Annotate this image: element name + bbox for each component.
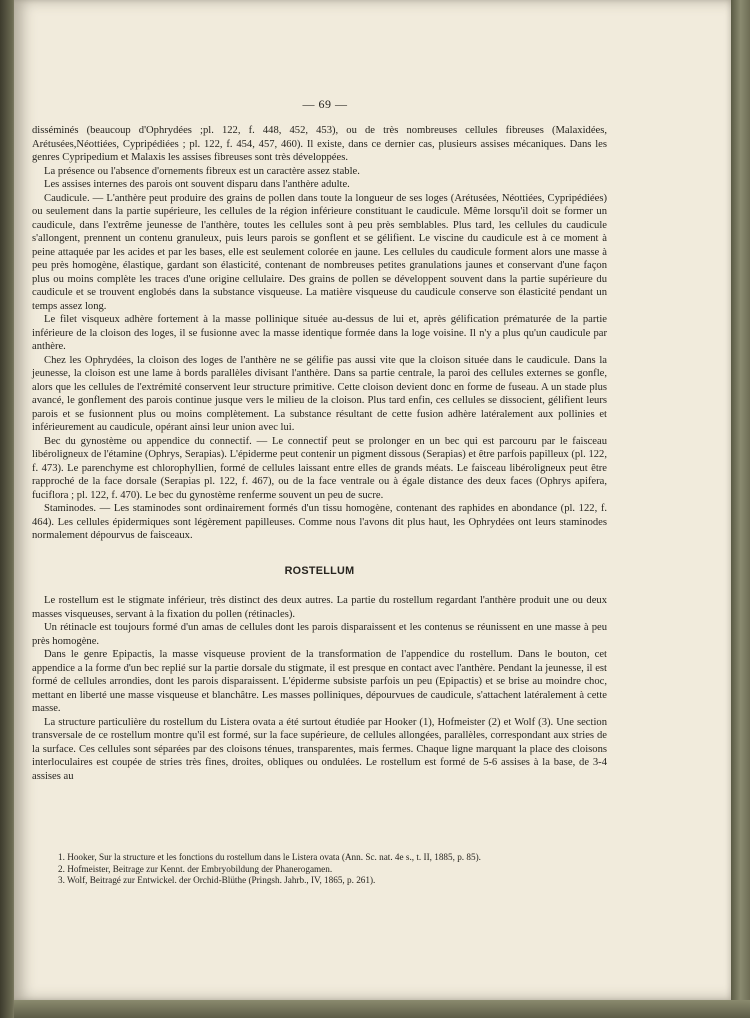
footnote: 3. Wolf, Beitragé zur Entwickel. der Orchid-Blüthe (Pringsh. Jahrb., IV, 1865, p. 261). [58, 875, 376, 886]
page-bottom-edge [14, 1000, 750, 1018]
footnote: 1. Hooker, Sur la structure et les fonctions du rostellum dans le Listera ovata (Ann. Sc. nat. 4e s., t. II, 1885, p. 85). [58, 852, 481, 862]
page-number: — 69 — [302, 97, 348, 111]
paragraph: Dans le genre Epipactis, la masse visqueuse provient de la transformation de l'appendice du rostellum. Dans le bouton, cet appendice a la forme d'un bec replié sur la partie dorsale du stigmate, il est presque en contact avec l'anthère. Pendant la jeunesse, il est formé de cellules arrondies, dont les parois disparaissent. L'épiderme subsiste parfois un peu (Epipactis) et se brise au moindre choc, mettant en liberté une masse visqueuse et blanchâtre. Les masses polliniques, dépourvues de caudicule, s'attachent latéralement à cette masse. [32, 649, 607, 714]
paragraph-staminodes: Staminodes. — Les staminodes sont ordinairement formés d'un tissu homogène, contenant des raphides en abondance (pl. 122, f. 464). Les cellules épidermiques sont légèrement papilleuses. Comme nous l'avons dit plus haut, les Ophrydées ont leurs staminodes normalement dépourvus de faisceaux. [32, 503, 607, 541]
paragraph: disséminés (beaucoup d'Ophrydées ;pl. 122, f. 448, 452, 453), ou de très nombreuses cellules fibreuses (Malaxidées, Arétusées,Néottiées, Cypripédiées ; pl. 122, f. 454, 457, 460). Il existe, dans ce dernier cas, plusieurs assises mécaniques. Dans les genres Cypripedium et Malaxis les assises fibreuses sont très développées. [32, 125, 607, 163]
main-text [32, 124, 607, 783]
paragraph-bec: Bec du gynostème ou appendice du connectif. — Le connectif peut se prolonger en un bec qui est parcouru par le faisceau libéroligneux de l'étamine (Ophrys, Serapias). L'épiderme peut contenir un pigment dissous (Serapias) et être parfois papilleux (pl. 122, f. 473). Le parenchyme est chlorophyllien, formé de cellules laissant entre elles de grands méats. Le faisceau libéroligneux peut être rapproché de la face dorsale (Serapias pl. 122, f. 467), ou de la face ventrale ou à égale distance des deux faces (Ophrys apifera, fuciflora ; pl. 122, f. 470). Le bec du gynostème renferme souvent un peu de sucre. [32, 435, 607, 501]
footnotes [58, 852, 618, 887]
paragraph-caudicule: Caudicule. — L'anthère peut produire des grains de pollen dans toute la longueur de ses loges (Arétusées, Néottiées, Cypripédiées) ou seulement dans la partie supérieure, les cellules de la région inférieure constituant le caudicule. Même lorsqu'il doit se former un caudicule, dans l'extrême jeunesse de l'anthère, toutes les cellules sont à peu près semblables. Plus tard, les cellules du caudicule s'allongent, prennent un contenu granuleux, puis leurs parois se gonflent et se gélifient. Le viscine du caudicule est à ce moment à peine attaquée par les acides et par les bases, elle est seulement colorée en jaune. Les cellules du caudicule forment alors une masse à peu près homogène, élastique, gardant son élasticité, contenant de nombreuses petites granulations jaunes et conservant d'une façon plus ou moins complète les traces d'une origine cellulaire. Des grains de pollen se développent souvent dans la partie supérieure du caudicule et se trouvent englobés dans la substance visqueuse. La matière visqueuse du caudicule conserve son élasticité pendant un temps assez long. [32, 192, 607, 312]
paragraph: Chez les Ophrydées, la cloison des loges de l'anthère ne se gélifie pas aussi vite que la cloison située dans le caudicule. Dans la jeunesse, la cloison est une lame à bords parallèles divisant l'anthère. Dans sa partie centrale, la paroi des cellules externes se gonfle, alors que les cellules de l'extrémité conservent leur structure primitive. Cette cloison devient donc en forme de fuseau. A un stade plus avancé, le gonflement des parois continue jusque vers le milieu de la cloison. Plus tard enfin, ces cellules se dissocient, gélifient leurs parois et se fusionnent plus ou moins complètement. La substance résultant de cette fusion adhère latéralement aux pollinies et inférieurement au caudicule, opérant ainsi leur union avec lui. [32, 354, 607, 433]
paragraph: La présence ou l'absence d'ornements fibreux est un caractère assez stable. [44, 165, 360, 177]
paragraph: Un rétinacle est toujours formé d'un amas de cellules dont les parois disparaissent et les contenus se réunissent en une masse à peu près homogène. [32, 622, 607, 647]
footnote: 2. Hofmeister, Beitrage zur Kennt. der Embryobildung der Phanerogamen. [58, 863, 333, 874]
paragraph: Le rostellum est le stigmate inférieur, très distinct des deux autres. La partie du rostellum regardant l'anthère produit une ou deux masses visqueuses, servant à la fixation du pollen (rétinacles). [32, 595, 607, 620]
page-edge [731, 0, 750, 1018]
paragraph: Les assises internes des parois ont souvent disparu dans l'anthère adulte. [44, 179, 350, 190]
paragraph: La structure particulière du rostellum du Listera ovata a été surtout étudiée par Hooker (1), Hofmeister (2) et Wolf (3). Une section transversale de ce rostellum montre qu'il est formé, sur la face supérieure, de cellules allongées, parallèles, correspondant aux stries de la surface. Ces cellules sont séparées par des cloisons ténues, transparentes, mais fermes. Chaque ligne marquant la place des cloisons interloculaires est coupée de stries très fines, droites, obliques ou ondulées. Le rostellum est formé de 5-6 assises à la base, de 3-4 assises au [32, 716, 607, 782]
section-title: ROSTELLUM [284, 564, 355, 577]
paragraph: Le filet visqueux adhère fortement à la masse pollinique située au-dessus de lui et, après gélification prématurée de la partie inférieure de la cloison des loges, il se fusionne avec la masse identique formée dans la loge voisine. Il n'y a plus qu'un caudicule par anthère. [32, 314, 607, 352]
